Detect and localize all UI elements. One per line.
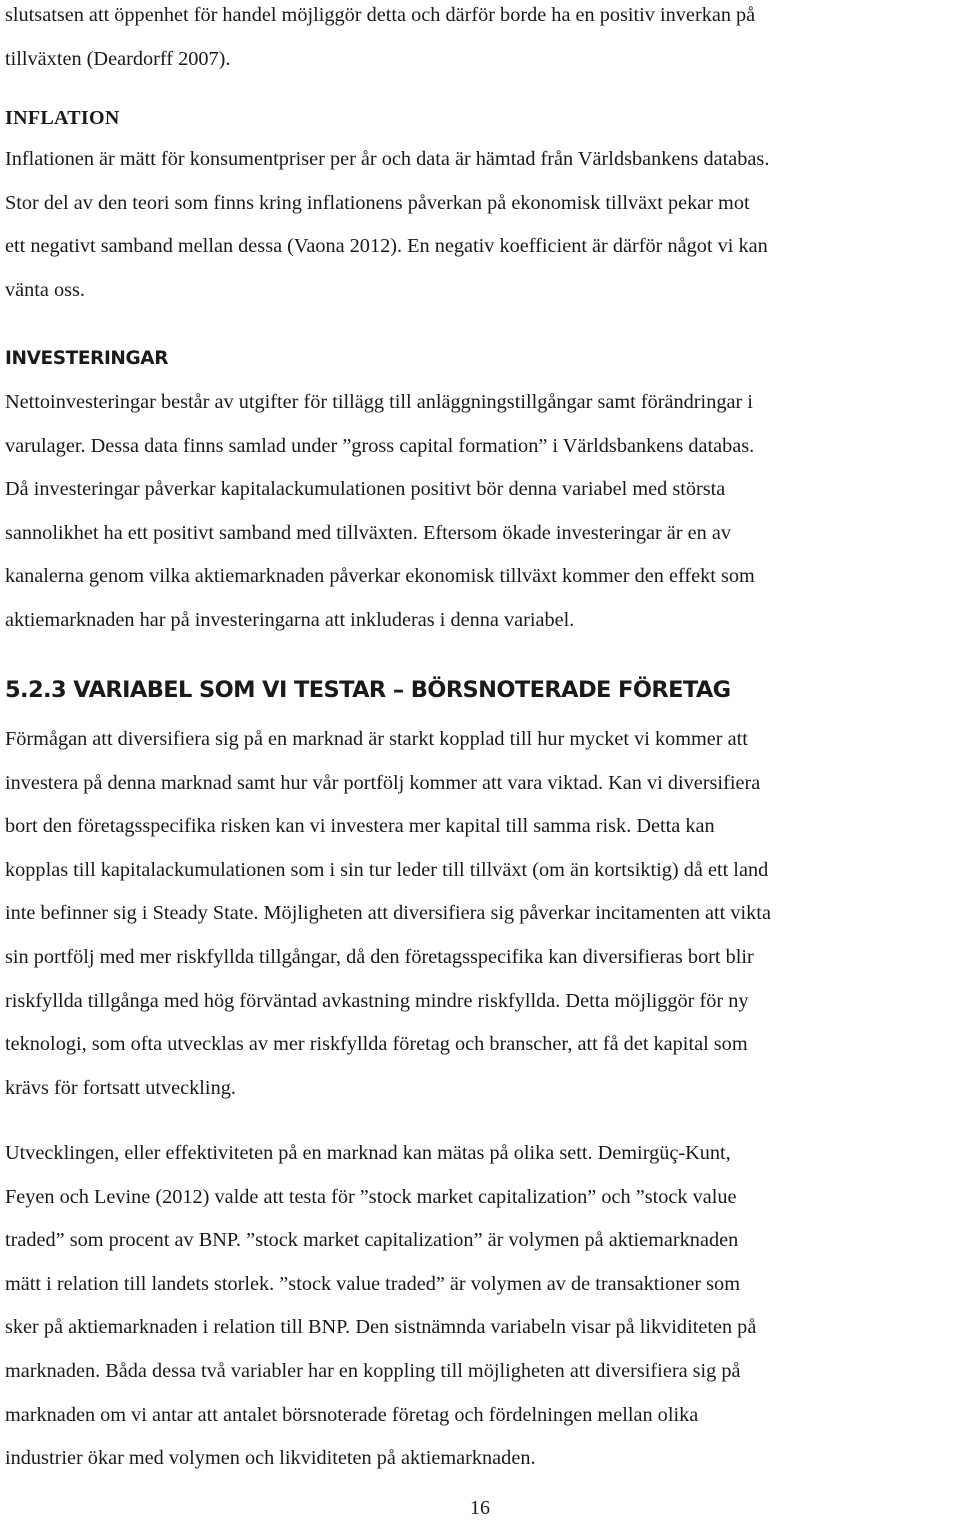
- text-line: mätt i relation till landets storlek. ”stock value traded” är volymen av de transaktioner som: [5, 1272, 740, 1295]
- text-line: vänta oss.: [5, 278, 85, 301]
- text-line: Utvecklingen, eller effektiviteten på en marknad kan mätas på olika sett. Demirgüç-Kunt,: [5, 1142, 731, 1164]
- text-line: Då investeringar påverkar kapitalackumulationen positivt bör denna variabel med största: [5, 478, 726, 501]
- intro-paragraph: [0, 0, 960, 81]
- text-line: kopplas till kapitalackumulationen som i sin tur leder till tillväxt (om än kortsiktig) då ett land: [5, 858, 769, 881]
- text-line: Feyen och Levine (2012) valde att testa för ”stock market capitalization” och ”stock value: [5, 1185, 737, 1208]
- section-523: [0, 670, 731, 710]
- inflation-paragraph: [0, 138, 960, 312]
- investeringar-paragraph: [0, 381, 960, 643]
- inflation-heading: INFLATION: [5, 107, 120, 129]
- text-line: Inflationen är mätt för konsumentpriser per år och data är hämtad från Världsbankens databas.: [5, 148, 770, 170]
- investeringar-section: [0, 339, 168, 379]
- text-line: kanalerna genom vilka aktiemarknaden påverkar ekonomisk tillväxt kommer den effekt som: [5, 565, 755, 588]
- section-523-heading: 5.2.3 VARIABEL SOM VI TESTAR – BÖRSNOTERADE FÖRETAG: [5, 677, 731, 703]
- text-line: riskfyllda tillgånga med hög förväntad avkastning mindre riskfyllda. Detta möjliggör för ny: [5, 989, 749, 1012]
- text-line: bort den företagsspecifika risken kan vi investera mer kapital till samma risk. Detta kan: [5, 815, 715, 838]
- page-number: 16: [470, 1497, 490, 1519]
- text-line: traded” som procent av BNP. ”stock market capitalization” är volymen på aktiemarknaden: [5, 1229, 739, 1252]
- text-line: sin portfölj med mer riskfyllda tillgångar, då den företagsspecifika kan diversifieras bort blir: [5, 945, 754, 968]
- text-line: varulager. Dessa data finns samlad under ”gross capital formation” i Världsbankens databas.: [5, 434, 755, 457]
- text-line: ett negativt samband mellan dessa (Vaona 2012). En negativ koefficient är därför något vi kan: [5, 235, 768, 258]
- text-line: sannolikhet ha ett positivt samband med tillväxten. Eftersom ökade investeringar är en av: [5, 521, 731, 544]
- text-line: industrier ökar med volymen och likviditeten på aktiemarknaden.: [5, 1447, 536, 1470]
- text-line: Förmågan att diversifiera sig på en marknad är starkt kopplad till hur mycket vi kommer att: [5, 728, 748, 750]
- text-line: Stor del av den teori som finns kring inflationens påverkan på ekonomisk tillväxt pekar mot: [5, 191, 750, 214]
- text-line: Nettoinvesteringar består av utgifter för tillägg till anläggningstillgångar samt förändringar i: [5, 391, 753, 413]
- text-line: marknaden om vi antar att antalet börsnoterade företag och fördelningen mellan olika: [5, 1403, 699, 1426]
- text-line: krävs för fortsatt utveckling.: [5, 1076, 236, 1099]
- investeringar-heading: INVESTERINGAR: [5, 348, 169, 369]
- text-line: tillväxten (Deardorff 2007).: [5, 47, 231, 70]
- text-line: investera på denna marknad samt hur vår portfölj kommer att vara viktad. Kan vi diversifiera: [5, 771, 761, 794]
- section-523-paragraph-2: [0, 1132, 960, 1481]
- text-line: sker på aktiemarknaden i relation till BNP. Den sistnämnda variabeln visar på likviditeten på: [5, 1316, 757, 1339]
- text-line: slutsatsen att öppenhet för handel möjliggör detta och därför borde ha en positiv inverkan på: [5, 4, 756, 26]
- text-line: inte befinner sig i Steady State. Möjligheten att diversifiera sig påverkar incitamenten att vikta: [5, 902, 771, 925]
- text-line: teknologi, som ofta utvecklas av mer riskfyllda företag och branscher, att få det kapital som: [5, 1033, 748, 1056]
- inflation-section: [0, 98, 120, 138]
- section-523-paragraph-1: [0, 718, 960, 1110]
- text-line: aktiemarknaden har på investeringarna att inkluderas i denna variabel.: [5, 608, 575, 631]
- text-line: marknaden. Båda dessa två variabler har en koppling till möjligheten att diversifiera sig på: [5, 1359, 741, 1382]
